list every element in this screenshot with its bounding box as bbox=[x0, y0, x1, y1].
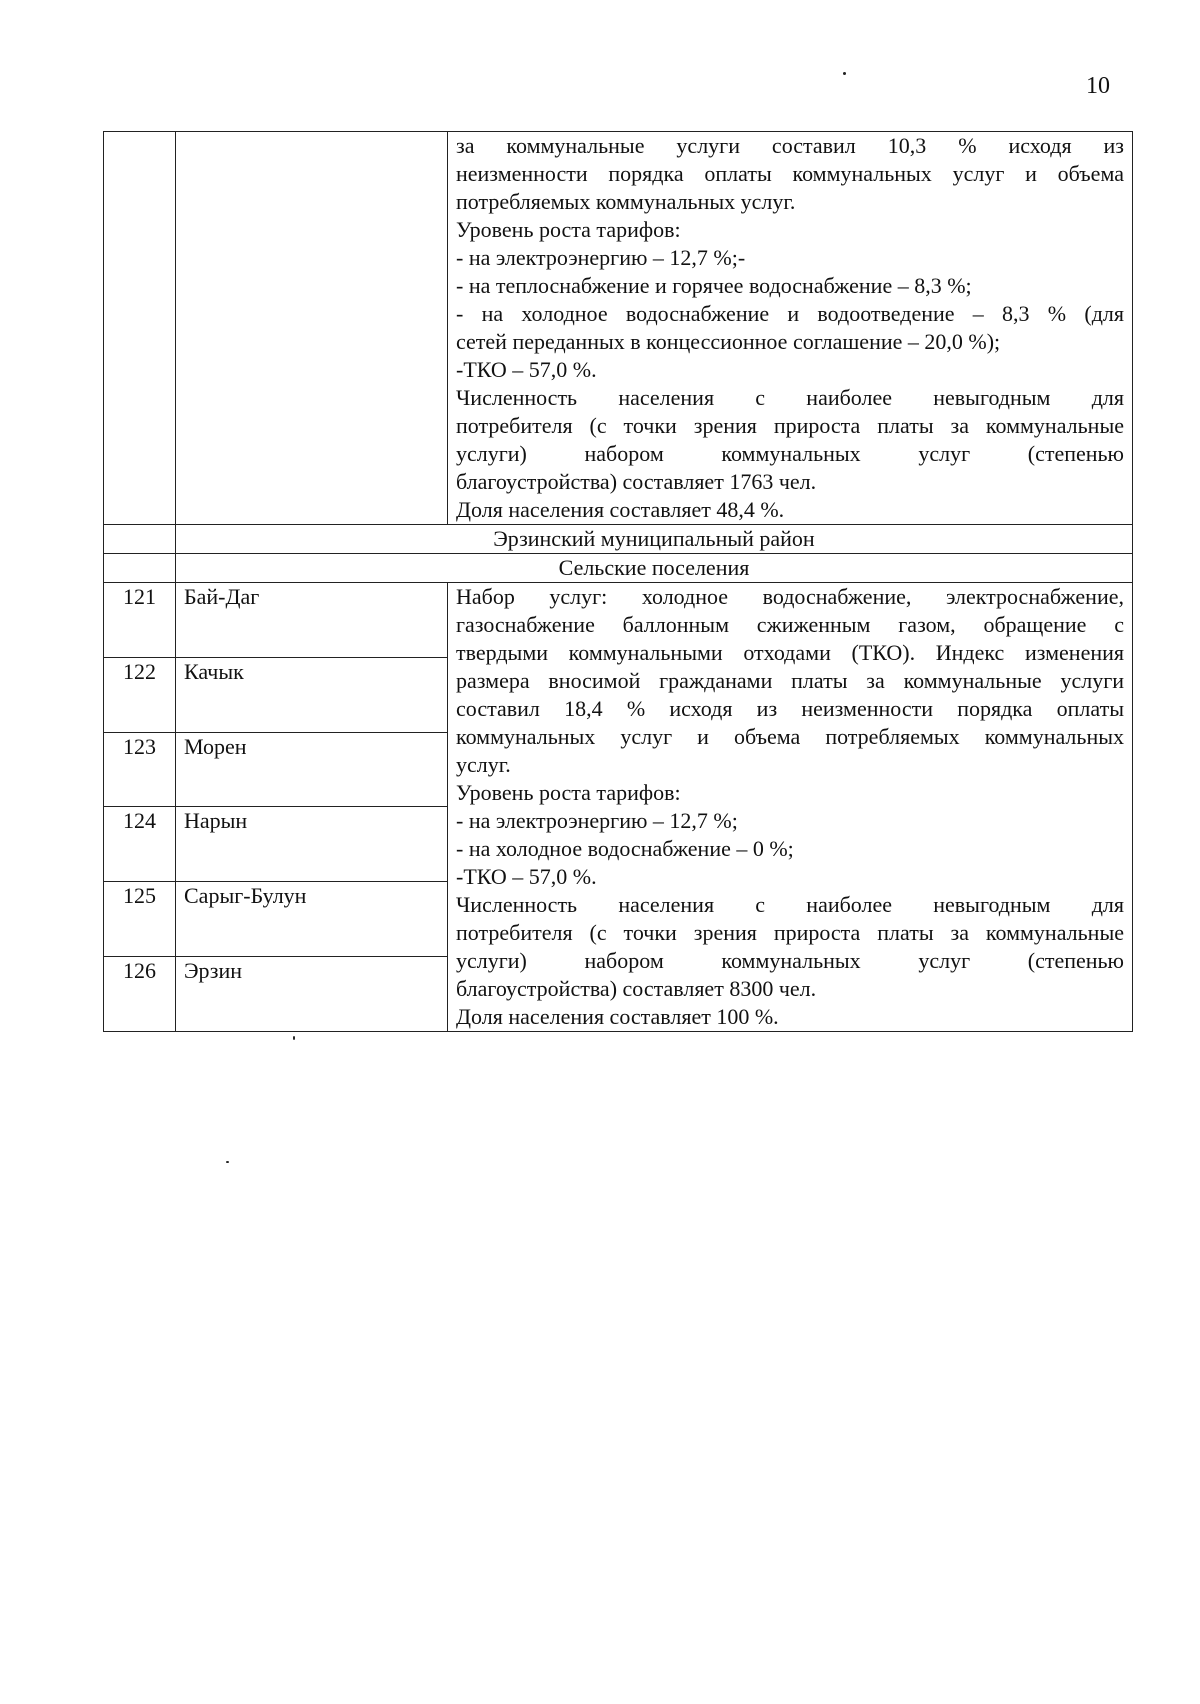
settlement-name: Морен bbox=[176, 732, 448, 807]
text-line: услуги) набором коммунальных услуг (степенью bbox=[456, 441, 1124, 466]
row-number: 122 bbox=[104, 657, 176, 732]
continuation-text bbox=[448, 132, 1133, 525]
scan-speck bbox=[226, 1161, 229, 1163]
text-line: Численность населения с наиболее невыгодным для bbox=[456, 385, 1124, 410]
text-line: Доля населения составляет 100 %. bbox=[456, 1004, 779, 1029]
settlement-name: Бай-Даг bbox=[176, 583, 448, 658]
district-subtitle: Сельские поселения bbox=[176, 554, 1133, 583]
tariff-table bbox=[103, 131, 1133, 1032]
table-row-continuation bbox=[104, 132, 1133, 525]
settlement-name: Качык bbox=[176, 657, 448, 732]
text-line: потребителя (с точки зрения прироста платы за коммунальные bbox=[456, 413, 1124, 438]
text-line: - на теплоснабжение и горячее водоснабжение – 8,3 %; bbox=[456, 273, 972, 298]
text-line: Набор услуг: холодное водоснабжение, электроснабжение, bbox=[456, 584, 1124, 609]
text-line: коммунальных услуг и объема потребляемых коммунальных bbox=[456, 724, 1124, 749]
text-line: газоснабжение баллонным сжиженным газом, обращение с bbox=[456, 612, 1124, 637]
row-number: 121 bbox=[104, 583, 176, 658]
page-number: 10 bbox=[1086, 73, 1110, 99]
text-line: - на холодное водоснабжение и водоотведение – 8,3 % (для bbox=[456, 301, 1124, 326]
row-number: 125 bbox=[104, 882, 176, 957]
text-line: твердыми коммунальными отходами (ТКО). Индекс изменения bbox=[456, 640, 1124, 665]
text-line: - на холодное водоснабжение – 0 %; bbox=[456, 836, 794, 861]
district-title: Эрзинский муниципальный район bbox=[176, 525, 1133, 554]
text-line: благоустройства) составляет 1763 чел. bbox=[456, 469, 817, 494]
text-line: размера вносимой гражданами платы за коммунальные услуги bbox=[456, 668, 1124, 693]
name-cell-empty bbox=[176, 132, 448, 525]
text-line: потребителя (с точки зрения прироста платы за коммунальные bbox=[456, 920, 1124, 945]
table-row-subtitle bbox=[104, 554, 1133, 583]
text-line: неизменности порядка оплаты коммунальных услуг и объема bbox=[456, 161, 1124, 186]
table-row-district bbox=[104, 525, 1133, 554]
text-line: -ТКО – 57,0 %. bbox=[456, 864, 597, 889]
text-line: составил 18,4 % исходя из неизменности порядка оплаты bbox=[456, 696, 1124, 721]
text-line: сетей переданных в концессионное соглашение – 20,0 %); bbox=[456, 329, 1001, 354]
row-number: 126 bbox=[104, 957, 176, 1032]
settlement-name: Эрзин bbox=[176, 957, 448, 1032]
text-line: благоустройства) составляет 8300 чел. bbox=[456, 976, 817, 1001]
text-line: за коммунальные услуги составил 10,3 % исходя из bbox=[456, 133, 1124, 158]
settlement-name: Нарын bbox=[176, 807, 448, 882]
scan-speck bbox=[843, 72, 846, 75]
text-line: потребляемых коммунальных услуг. bbox=[456, 189, 796, 214]
text-line: - на электроэнергию – 12,7 %;- bbox=[456, 245, 746, 270]
row-number: 124 bbox=[104, 807, 176, 882]
settlements-description bbox=[448, 583, 1133, 1032]
text-line: Уровень роста тарифов: bbox=[456, 217, 681, 242]
text-line: -ТКО – 57,0 %. bbox=[456, 357, 597, 382]
row-number: 123 bbox=[104, 732, 176, 807]
settlement-name: Сарыг-Булун bbox=[176, 882, 448, 957]
text-line: услуг. bbox=[456, 752, 511, 777]
table-row bbox=[104, 583, 1133, 658]
text-line: - на электроэнергию – 12,7 %; bbox=[456, 808, 738, 833]
scan-speck bbox=[293, 1036, 295, 1040]
text-line: Численность населения с наиболее невыгодным для bbox=[456, 892, 1124, 917]
num-cell-empty bbox=[104, 132, 176, 525]
text-line: услуги) набором коммунальных услуг (степенью bbox=[456, 948, 1124, 973]
num-cell-empty bbox=[104, 554, 176, 583]
text-line: Уровень роста тарифов: bbox=[456, 780, 681, 805]
text-line: Доля населения составляет 48,4 %. bbox=[456, 497, 785, 522]
num-cell-empty bbox=[104, 525, 176, 554]
